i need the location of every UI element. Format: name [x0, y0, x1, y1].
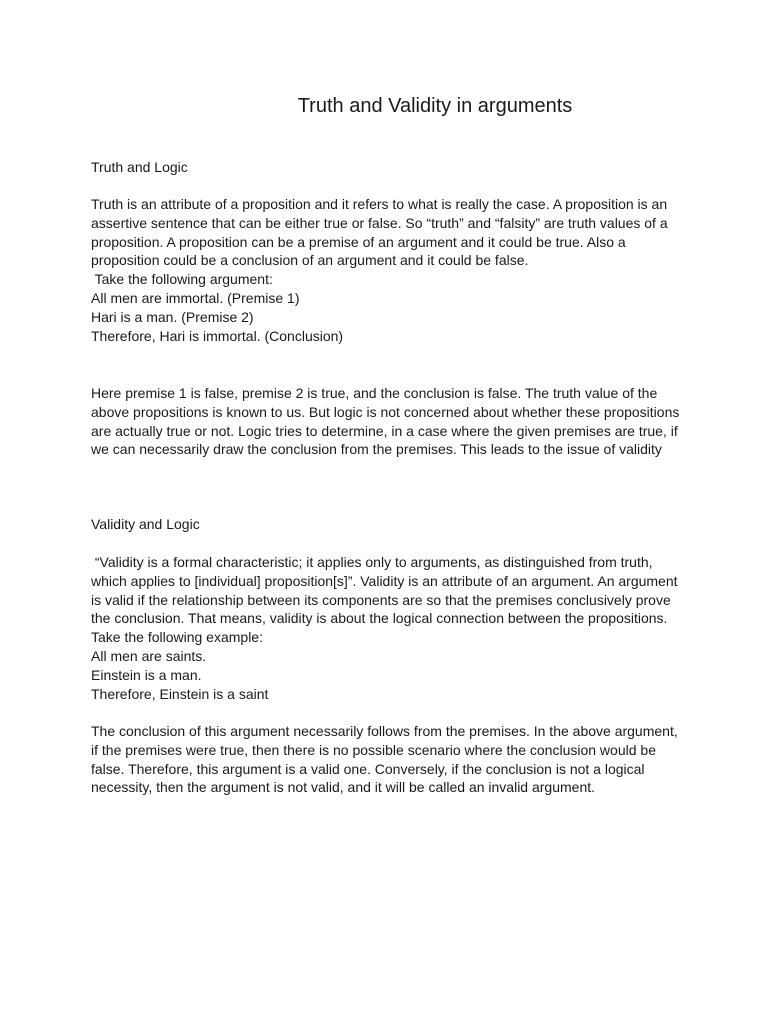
paragraph-line: we can necessarily draw the conclusion from the premises. This leads to the issue of validity: [91, 441, 662, 458]
section-heading-truth-and-logic: Truth and Logic: [91, 159, 188, 175]
paragraph-line: false. Therefore, this argument is a valid one. Conversely, if the conclusion is not a logical: [91, 760, 645, 777]
paragraph-line: Here premise 1 is false, premise 2 is true, and the conclusion is false. The truth value of the: [91, 385, 658, 401]
paragraph-line: are actually true or not. Logic tries to determine, in a case where the given premises are true, if: [91, 422, 678, 439]
section-heading-validity-and-logic: Validity and Logic: [91, 516, 200, 532]
argument-conclusion: Therefore, Hari is immortal. (Conclusion): [91, 327, 344, 344]
paragraph-line: proposition could be a conclusion of an argument and it could be false.: [91, 252, 529, 269]
paragraph-line: Take the following example:: [91, 629, 263, 646]
paragraph-line: above propositions is known to us. But logic is not concerned about whether these propositions: [91, 403, 680, 420]
example-premise-1: All men are saints.: [91, 647, 207, 664]
paragraph-line: the conclusion. That means, validity is about the logical connection between the propositions.: [91, 610, 668, 627]
paragraph-line: is valid if the relationship between its components are so that the premises conclusively prove: [91, 591, 671, 608]
paragraph-truth-analysis: [91, 384, 681, 459]
paragraph-validity-analysis: [91, 722, 681, 797]
paragraph-line: assertive sentence that can be either true or false. So “truth” and “falsity” are truth values of a: [91, 214, 668, 231]
paragraph-line: “Validity is a formal characteristic; it applies only to arguments, as distinguished from truth,: [91, 554, 653, 570]
argument-premise-2: Hari is a man. (Premise 2): [91, 308, 254, 325]
paragraph-truth-definition: [91, 195, 681, 345]
paragraph-line: if the premises were true, then there is no possible scenario where the conclusion would be: [91, 741, 656, 758]
paragraph-validity-definition: [91, 553, 681, 703]
paragraph-line: which applies to [individual] proposition[s]”. Validity is an attribute of an argument. An argument: [91, 572, 678, 589]
document-title: Truth and Validity in arguments: [297, 95, 573, 117]
example-premise-2: Einstein is a man.: [91, 666, 202, 683]
paragraph-line: Truth is an attribute of a proposition and it refers to what is really the case. A proposition is an: [91, 196, 668, 212]
paragraph-line: necessity, then the argument is not valid, and it will be called an invalid argument.: [91, 779, 596, 796]
paragraph-line: Take the following argument:: [91, 271, 273, 288]
example-conclusion: Therefore, Einstein is a saint: [91, 685, 269, 702]
argument-premise-1: All men are immortal. (Premise 1): [91, 289, 300, 306]
paragraph-line: proposition. A proposition can be a premise of an argument and it could be true. Also a: [91, 233, 626, 250]
paragraph-line: The conclusion of this argument necessarily follows from the premises. In the above argument,: [91, 723, 678, 739]
